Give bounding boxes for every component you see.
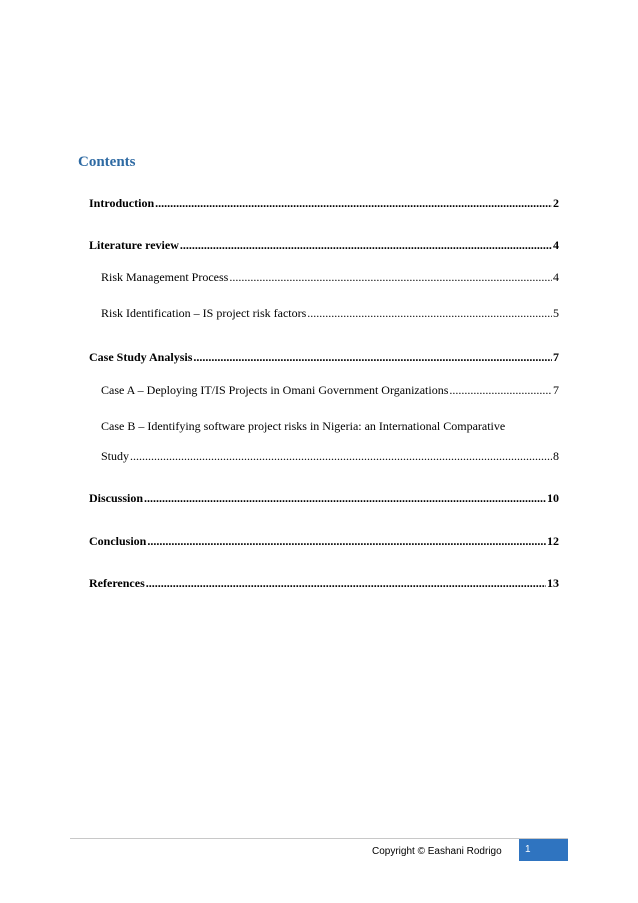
toc-entry-label: Case A – Deploying IT/IS Projects in Omani Government Organizations	[101, 383, 449, 397]
toc-entry-case-a[interactable]	[101, 383, 559, 397]
toc-entry-case-study-analysis[interactable]	[89, 350, 559, 364]
toc-entry-references[interactable]	[89, 576, 559, 590]
footer-page-number: 1	[519, 839, 568, 861]
toc-page-number: 10	[547, 491, 559, 505]
toc-dot-leader	[229, 270, 552, 284]
toc-entry-label: Risk Management Process	[101, 270, 229, 284]
toc-entry-label: Discussion	[89, 491, 144, 505]
toc-dot-leader	[146, 576, 546, 590]
toc-page-number: 7	[553, 383, 559, 397]
toc-dot-leader	[180, 238, 552, 252]
toc-dot-leader	[155, 196, 552, 210]
toc-entry-label: Risk Identification – IS project risk factors	[101, 306, 307, 320]
toc-entry-label: Study	[101, 449, 130, 463]
toc-dot-leader	[307, 306, 552, 320]
toc-entry-label: References	[89, 576, 145, 590]
toc-page-number: 2	[553, 196, 559, 210]
toc-page-number: 4	[553, 238, 559, 252]
toc-dot-leader	[144, 491, 546, 505]
toc-entry-label: Introduction	[89, 196, 155, 210]
footer-copyright: Copyright © Eashani Rodrigo	[372, 846, 502, 857]
toc-entry-risk-identification[interactable]	[101, 306, 559, 320]
toc-entry-label: Case Study Analysis	[89, 350, 193, 364]
toc-entry-risk-management-process[interactable]	[101, 270, 559, 284]
toc-page-number: 12	[547, 534, 559, 548]
toc-entry-introduction[interactable]	[89, 196, 559, 210]
toc-entry-conclusion[interactable]	[89, 534, 559, 548]
toc-entry-case-b-line1[interactable]: Case B – Identifying software project risks in Nigeria: an International Comparative	[101, 419, 506, 433]
toc-entry-case-b[interactable]	[101, 449, 559, 463]
toc-entry-label: Conclusion	[89, 534, 147, 548]
toc-entry-discussion[interactable]	[89, 491, 559, 505]
toc-page-number: 7	[553, 350, 559, 364]
page-title: Contents	[78, 154, 136, 170]
toc-dot-leader	[193, 350, 552, 364]
toc-dot-leader	[147, 534, 546, 548]
toc-page-number: 4	[553, 270, 559, 284]
toc-entry-label: Literature review	[89, 238, 179, 252]
toc-entry-literature-review[interactable]	[89, 238, 559, 252]
toc-dot-leader	[130, 449, 552, 463]
toc-page-number: 8	[553, 449, 559, 463]
toc-dot-leader	[449, 383, 552, 397]
toc-page-number: 13	[547, 576, 559, 590]
footer-divider	[70, 838, 568, 839]
toc-page-number: 5	[553, 306, 559, 320]
